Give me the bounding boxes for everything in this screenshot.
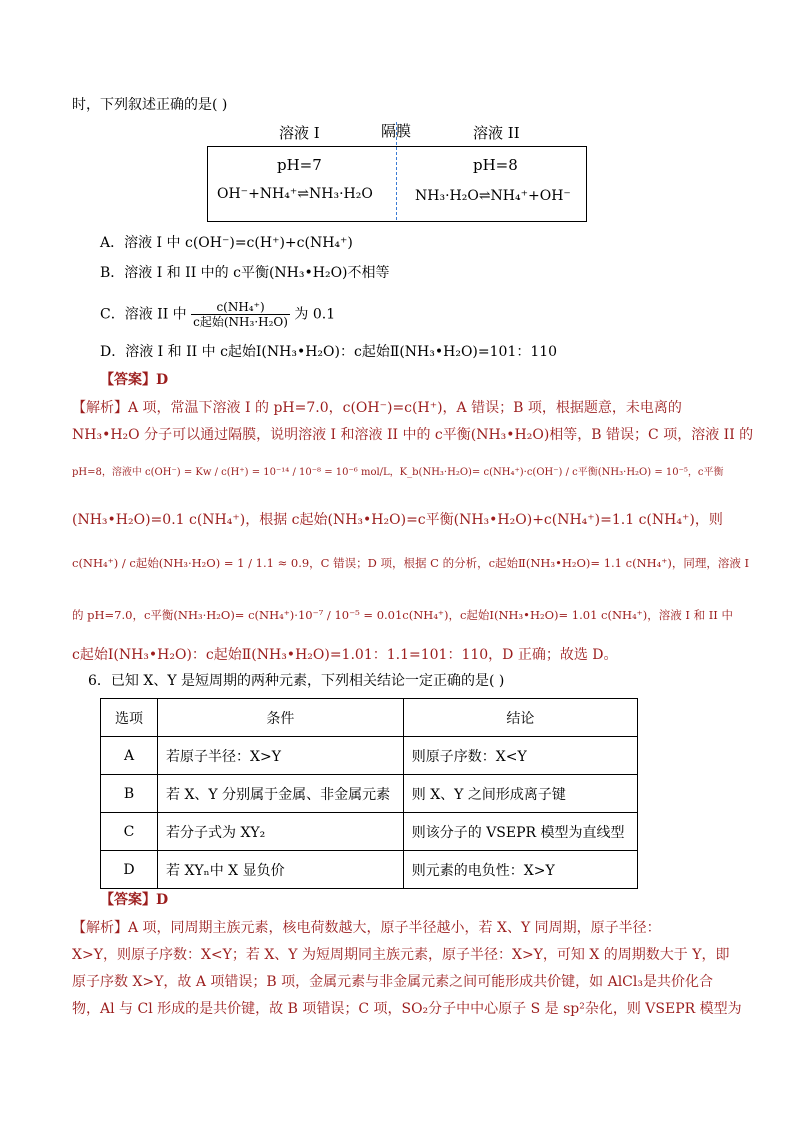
option-c-fraction <box>191 300 290 329</box>
option-a: A．溶液 I 中 c(OH⁻)=c(H⁺)+c(NH₄⁺) <box>100 235 353 251</box>
table-row <box>101 813 638 851</box>
membrane-label: 隔膜 <box>381 122 412 140</box>
option-d: D．溶液 I 和 II 中 c起始Ⅰ(NH₃•H₂O)：c起始Ⅱ(NH₃•H₂O)=101：110 <box>100 344 558 360</box>
q5-analysis-line: c起始Ⅰ(NH₃•H₂O)：c起始Ⅱ(NH₃•H₂O)=1.01：1.1=101：110，D 正确；故选 D。 <box>72 647 618 663</box>
solution-1-label: 溶液 I <box>279 124 320 142</box>
q6-analysis-line: 物，Al 与 Cl 形成的是共价键，故 B 项错误；C 项，SO₂分子中中心原子 S 是 sp²杂化，则 VSEPR 模型为 <box>72 1001 742 1017</box>
row-condition: 若原子半径：X>Y <box>158 737 404 775</box>
solution-2-label: 溶液 II <box>473 124 520 142</box>
q5-analysis-line: (NH₃•H₂O)=0.1 c(NH₄⁺)，根据 c起始(NH₃•H₂O)=c平衡(NH₃•H₂O)+c(NH₄⁺)=1.1 c(NH₄⁺)，则 <box>72 512 723 528</box>
table-row <box>101 737 638 775</box>
q5-analysis-line: pH=8，溶液中 c(OH⁻) = Kw / c(H⁺) = 10⁻¹⁴ / 10⁻⁸ = 10⁻⁶ mol/L，K_b(NH₃·H₂O)= c(NH₄⁺)·c(OH⁻) / c平衡(NH₃·H₂O) = 10⁻⁵，c平衡 <box>72 467 724 478</box>
membrane-divider <box>396 122 397 220</box>
q6-answer: 【答案】D <box>100 892 169 908</box>
header-option: 选项 <box>101 699 158 737</box>
q6-analysis-line: X>Y，则原子序数：X<Y；若 X、Y 为短周期同主族元素，原子半径：X>Y，可知 X 的周期数大于 Y，即 <box>72 947 730 963</box>
q5-analysis-line: NH₃•H₂O 分子可以通过隔膜，说明溶液 I 和溶液 II 中的 c平衡(NH₃•H₂O)相等，B 错误；C 项，溶液 II 的 <box>72 427 754 443</box>
container-box <box>207 146 587 222</box>
row-option: C <box>101 813 158 851</box>
header-conclusion: 结论 <box>403 699 637 737</box>
row-option: B <box>101 775 158 813</box>
row-conclusion: 则 X、Y 之间形成离子键 <box>403 775 637 813</box>
table-row <box>101 775 638 813</box>
q6-table <box>100 698 638 889</box>
option-c-prefix: C．溶液 II 中 <box>100 306 187 323</box>
q5-stem-tail: 时，下列叙述正确的是( ) <box>72 97 228 113</box>
row-conclusion: 则元素的电负性：X>Y <box>403 851 637 889</box>
q5-analysis-line: 【解析】A 项，常温下溶液 I 的 pH=7.0，c(OH⁻)=c(H⁺)，A 错误；B 项，根据题意，未电离的 <box>72 400 682 416</box>
q6-analysis-line: 【解析】A 项，同周期主族元素，核电荷数越大，原子半径越小，若 X、Y 同周期，原子半径： <box>72 920 661 936</box>
row-option: D <box>101 851 158 889</box>
q5-answer: 【答案】D <box>100 372 169 388</box>
option-c-denominator: c起始(NH₃·H₂O) <box>193 315 288 329</box>
q6-stem: 6．已知 X、Y 是短周期的两种元素，下列相关结论一定正确的是( ) <box>88 673 505 689</box>
option-c-numerator: c(NH₄⁺) <box>191 300 290 315</box>
option-c-suffix: 为 0.1 <box>294 306 336 323</box>
q5-analysis-line: c(NH₄⁺) / c起始(NH₃·H₂O) = 1 / 1.1 ≈ 0.9，C 错误；D 项，根据 C 的分析，c起始Ⅱ(NH₃•H₂O)= 1.1 c(NH₄⁺)，同理，溶液 I <box>72 556 750 570</box>
row-conclusion: 则原子序数：X<Y <box>403 737 637 775</box>
row-conclusion: 则该分子的 VSEPR 模型为直线型 <box>403 813 637 851</box>
header-condition: 条件 <box>158 699 404 737</box>
q5-analysis-line: 的 pH=7.0，c平衡(NH₃·H₂O)= c(NH₄⁺)·10⁻⁷ / 10⁻⁵ = 0.01c(NH₄⁺)，c起始Ⅰ(NH₃•H₂O)= 1.01 c(NH₄⁺)，溶液 I 和 II 中 <box>72 608 733 622</box>
solution-2-equation: NH₃·H₂O⇌NH₄⁺+OH⁻ <box>415 188 571 204</box>
row-condition: 若 XYₙ中 X 显负价 <box>158 851 404 889</box>
row-condition: 若 X、Y 分别属于金属、非金属元素 <box>158 775 404 813</box>
membrane-figure <box>207 122 587 222</box>
row-condition: 若分子式为 XY₂ <box>158 813 404 851</box>
option-c <box>100 300 335 329</box>
solution-1-ph: pH=7 <box>277 156 322 174</box>
row-option: A <box>101 737 158 775</box>
table-header-row <box>101 699 638 737</box>
solution-1-equation: OH⁻+NH₄⁺⇌NH₃·H₂O <box>217 186 373 202</box>
q6-analysis-line: 原子序数 X>Y，故 A 项错误；B 项，金属元素与非金属元素之间可能形成共价键，如 AlCl₃是共价化合 <box>72 974 713 990</box>
option-b: B．溶液 I 和 II 中的 c平衡(NH₃•H₂O)不相等 <box>100 265 390 281</box>
solution-2-ph: pH=8 <box>473 156 518 174</box>
table-row <box>101 851 638 889</box>
